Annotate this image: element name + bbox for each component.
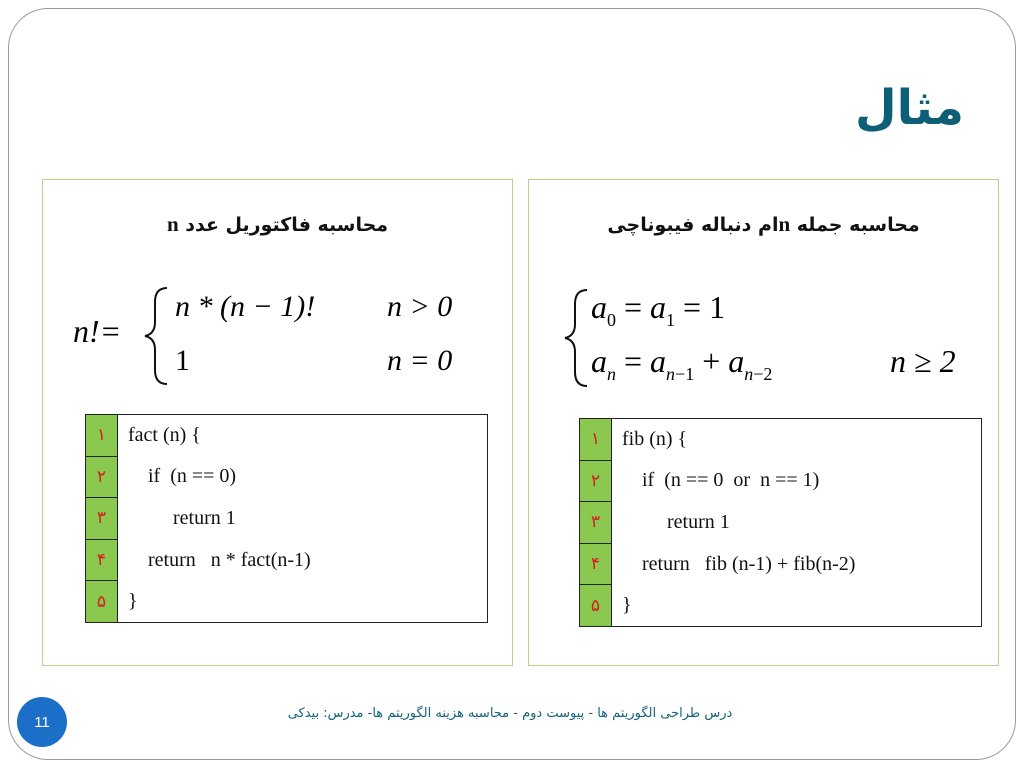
factorial-code-table	[85, 414, 488, 623]
table-row	[580, 543, 982, 585]
code-line: if (n == 0)	[118, 456, 488, 498]
fibonacci-line2-render: $a_n = a_{n-1} + a_{n-2}$	[591, 343, 773, 384]
line-number: ۱	[580, 419, 612, 461]
line-number: ۳	[580, 502, 612, 544]
page-number-badge: 11	[17, 697, 67, 747]
right-brace	[565, 290, 587, 386]
table-row	[580, 419, 982, 461]
factorial-case2-cond: n = 0	[387, 344, 453, 377]
code-line: fact (n) {	[118, 415, 488, 457]
line-number: ۵	[86, 581, 118, 623]
slide-title: مثال	[855, 80, 964, 136]
footer-course-info: درس طراحی الگوریتم ها - پیوست دوم - محاسبه هزینه الگوریتم ها- مدرس: بیدکی	[287, 706, 733, 721]
table-row	[580, 460, 982, 502]
table-row	[580, 502, 982, 544]
factorial-panel	[42, 179, 513, 666]
code-line: }	[612, 585, 982, 627]
factorial-formula-svg	[71, 280, 491, 390]
fibonacci-line2	[591, 343, 956, 384]
table-row	[86, 581, 488, 623]
fibonacci-panel	[528, 179, 999, 666]
fibonacci-line1-render: $a_0 = a_1 = 1$	[591, 289, 726, 330]
code-line: return n * fact(n-1)	[118, 539, 488, 581]
factorial-formula	[71, 280, 491, 395]
left-brace	[145, 288, 167, 384]
factorial-heading-text: محاسبه فاکتوریل عدد	[178, 214, 389, 236]
fibonacci-line1	[591, 289, 725, 330]
line-number: ۲	[580, 460, 612, 502]
fibonacci-heading-suffix: ام دنباله فیبوناچی	[607, 214, 779, 236]
code-line: }	[118, 581, 488, 623]
line-number: ۴	[86, 539, 118, 581]
fibonacci-heading-var: n	[778, 212, 791, 236]
factorial-case2-expr: 1	[175, 344, 190, 377]
table-row	[580, 585, 982, 627]
code-line: return 1	[118, 498, 488, 540]
code-line: return fib (n-1) + fib(n-2)	[612, 543, 982, 585]
line-number: ۲	[86, 456, 118, 498]
line-number: ۵	[580, 585, 612, 627]
factorial-heading-var: n	[166, 212, 179, 236]
table-row	[86, 498, 488, 540]
line-number: ۱	[86, 415, 118, 457]
line-number: ۴	[580, 543, 612, 585]
fibonacci-heading	[529, 212, 998, 237]
line-number: ۳	[86, 498, 118, 540]
fibonacci-formula-svg	[565, 284, 985, 394]
code-line: fib (n) {	[612, 419, 982, 461]
factorial-case1-cond: n > 0	[387, 290, 453, 323]
fibonacci-line2-cond: n ≥ 2	[890, 343, 956, 379]
factorial-case1-expr: n * (n − 1)!	[175, 290, 316, 323]
code-line: if (n == 0 or n == 1)	[612, 460, 982, 502]
fibonacci-code-table	[579, 418, 982, 627]
factorial-lhs: n!=	[73, 313, 122, 349]
table-row	[86, 539, 488, 581]
fibonacci-formula	[565, 284, 985, 399]
fibonacci-heading-prefix: محاسبه جمله	[790, 214, 920, 236]
factorial-heading	[43, 212, 512, 237]
table-row	[86, 456, 488, 498]
table-row	[86, 415, 488, 457]
code-line: return 1	[612, 502, 982, 544]
